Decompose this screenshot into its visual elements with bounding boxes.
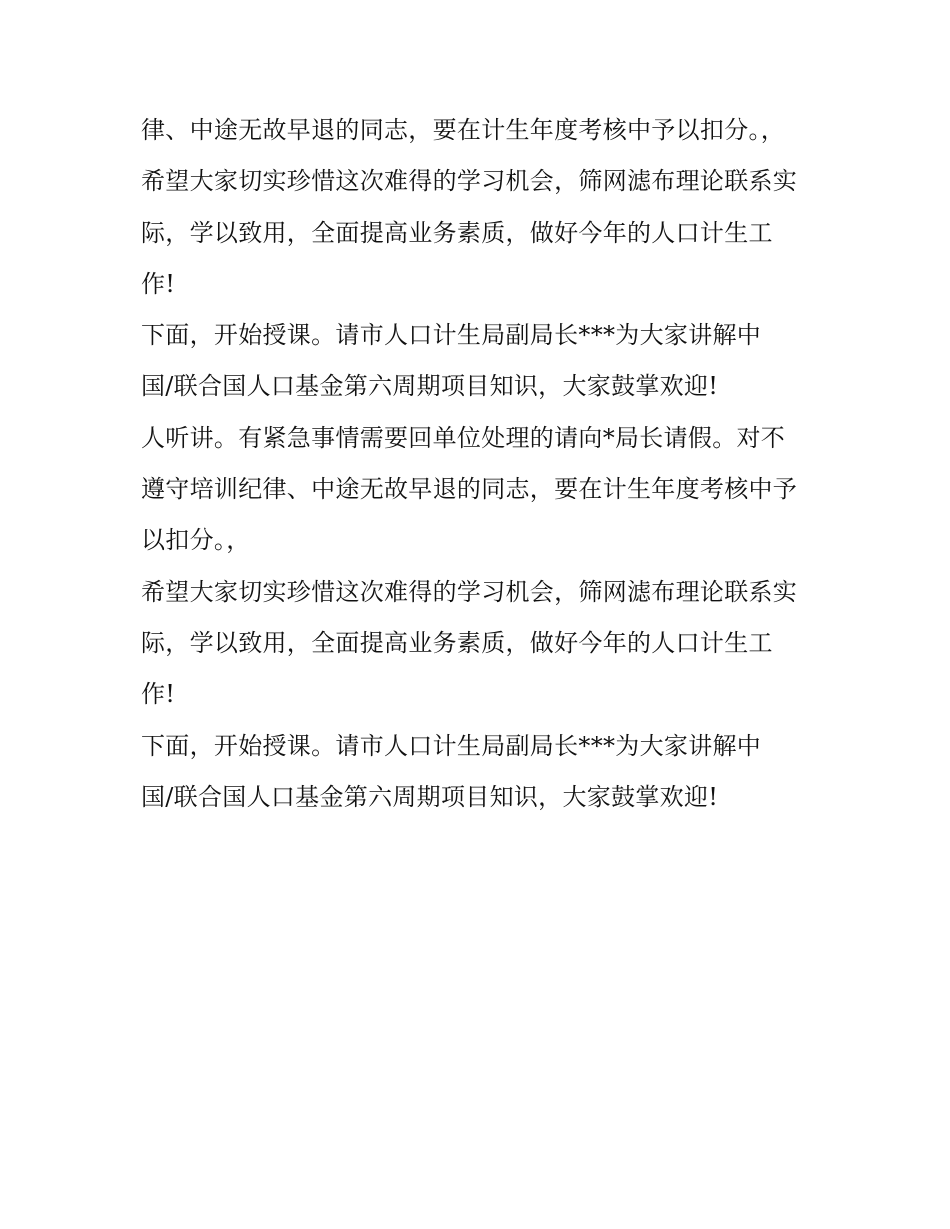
text-line: 国/联合国人口基金第六周期项目知识，大家鼓掌欢迎!	[141, 782, 719, 811]
text-line: 遵守培训纪律、中途无故早退的同志，要在计生年度考核中予	[141, 475, 798, 504]
text-line: 下面，开始授课。请市人口计生局副局长***为大家讲解中	[141, 731, 762, 760]
text-line: 以扣分。，	[141, 526, 251, 555]
text-line: 人听讲。有紧急事情需要回单位处理的请向*局长请假。对不	[141, 423, 786, 452]
text-line: 希望大家切实珍惜这次难得的学习机会，筛网滤布理论联系实	[141, 167, 798, 196]
text-line: 际，学以致用，全面提高业务素质，做好今年的人口计生工	[141, 628, 773, 657]
body-text	[141, 105, 831, 823]
text-line: 希望大家切实珍惜这次难得的学习机会，筛网滤布理论联系实	[141, 577, 798, 606]
text-line: 际，学以致用，全面提高业务素质，做好今年的人口计生工	[141, 218, 773, 247]
text-line: 作!	[141, 269, 176, 298]
text-line: 国/联合国人口基金第六周期项目知识，大家鼓掌欢迎!	[141, 372, 719, 401]
text-line: 律、中途无故早退的同志，要在计生年度考核中予以扣分。，	[141, 116, 786, 144]
text-line: 作!	[141, 680, 176, 709]
text-line: 下面，开始授课。请市人口计生局副局长***为大家讲解中	[141, 321, 762, 350]
